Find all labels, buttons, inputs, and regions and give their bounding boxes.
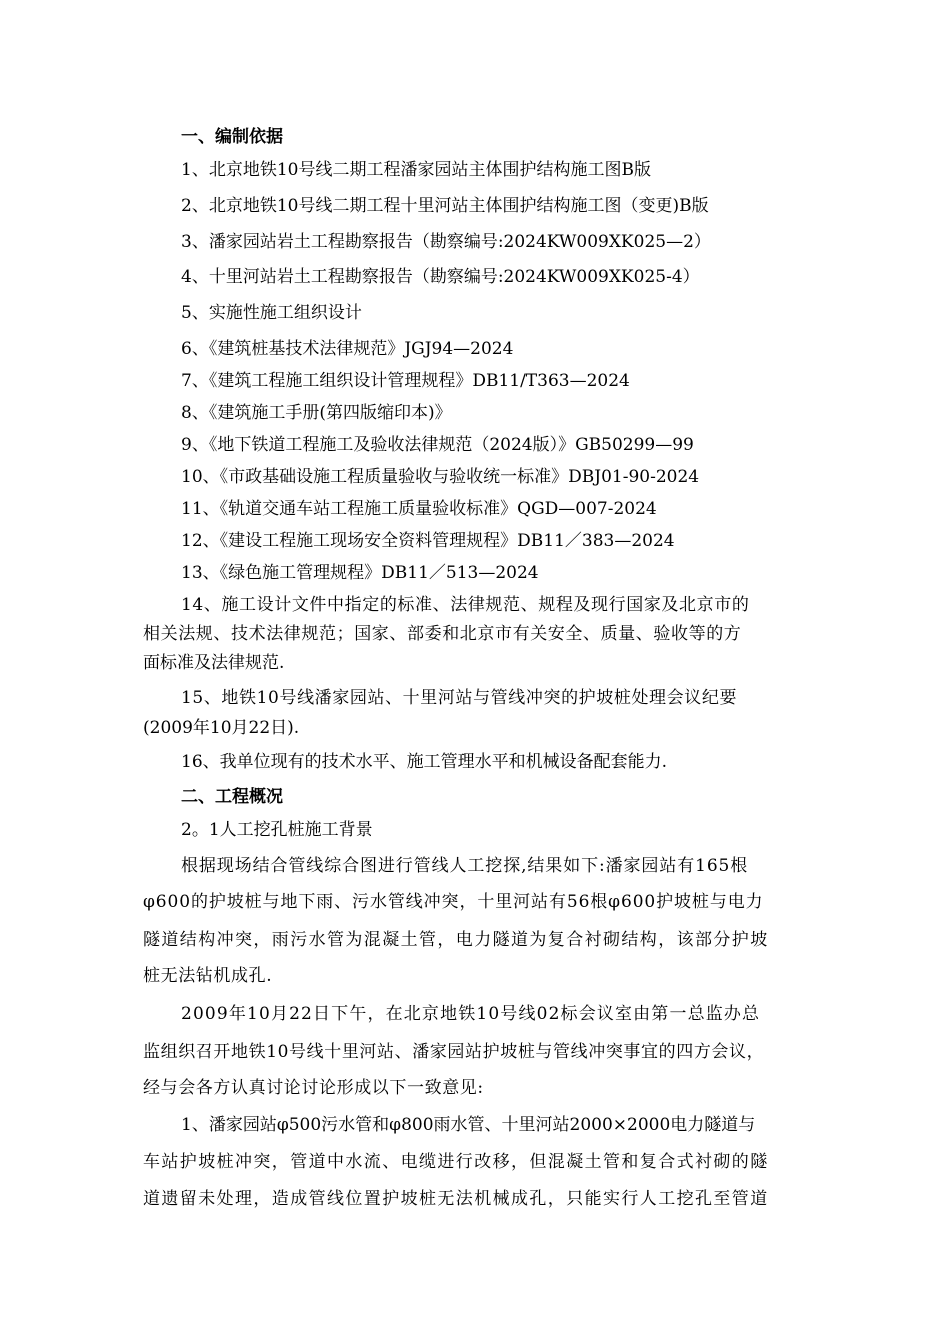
paragraph-1-line-4: 桩无法钻机成孔. (143, 966, 273, 986)
basis-item-4: 4、十里河站岩土工程勘察报告（勘察编号:2024KW009XK025-4） (181, 267, 700, 287)
paragraph-2-line-2: 监组织召开地铁10号线十里河站、潘家园站护坡桩与管线冲突事宜的四方会议， (143, 1042, 765, 1062)
paragraph-3-line-1: 1、潘家园站φ500污水管和φ800雨水管、十里河站2000×2000电力隧道与 (181, 1115, 756, 1135)
basis-item-9: 9、《地下铁道工程施工及验收法律规范（2024版）》GB50299—99 (181, 435, 694, 455)
basis-item-8: 8、《建筑施工手册(第四版缩印本)》 (181, 403, 452, 423)
basis-item-14-line-2: 相关法规、技术法律规范；国家、部委和北京市有关安全、质量、验收等的方 (143, 624, 742, 644)
paragraph-3-line-3: 道遗留未处理，造成管线位置护坡桩无法机械成孔，只能实行人工挖孔至管道 (143, 1189, 769, 1209)
basis-item-12: 12、《建设工程施工现场安全资料管理规程》DB11／383—2024 (181, 531, 675, 551)
paragraph-2-line-1: 2009年10月22日下午，在北京地铁10号线02标会议室由第一总监办总 (181, 1004, 761, 1024)
paragraph-2-line-3: 经与会各方认真讨论讨论形成以下一致意见: (143, 1078, 484, 1098)
basis-item-13: 13、《绿色施工管理规程》DB11／513—2024 (181, 563, 539, 583)
basis-item-1: 1、北京地铁10号线二期工程潘家园站主体围护结构施工图B版 (181, 160, 651, 180)
basis-item-15-line-1: 15、地铁10号线潘家园站、十里河站与管线冲突的护坡桩处理会议纪要 (181, 688, 738, 708)
section-heading-basis: 一、编制依据 (181, 127, 283, 147)
basis-item-3: 3、潘家园站岩土工程勘察报告（勘察编号:2024KW009XK025—2） (181, 232, 711, 252)
paragraph-3-line-2: 车站护坡桩冲突，管道中水流、电缆进行改移，但混凝土管和复合式衬砌的隧 (143, 1152, 769, 1172)
basis-item-2: 2、北京地铁10号线二期工程十里河站主体围护结构施工图（变更)B版 (181, 196, 709, 216)
section-heading-overview: 二、工程概况 (181, 787, 283, 807)
basis-item-14-line-3: 面标准及法律规范. (143, 653, 285, 673)
paragraph-1-line-3: 隧道结构冲突，雨污水管为混凝土管，电力隧道为复合衬砌结构，该部分护坡 (143, 930, 769, 950)
basis-item-14-line-1: 14、施工设计文件中指定的标准、法律规范、规程及现行国家及北京市的 (181, 595, 750, 615)
basis-item-11: 11、《轨道交通车站工程施工质量验收标准》QGD—007-2024 (181, 499, 657, 519)
basis-item-7: 7、《建筑工程施工组织设计管理规程》DB11/T363—2024 (181, 371, 630, 391)
basis-item-10: 10、《市政基础设施工程质量验收与验收统一标准》DBJ01-90-2024 (181, 467, 700, 487)
basis-item-16: 16、我单位现有的技术水平、施工管理水平和机械设备配套能力. (181, 752, 668, 772)
paragraph-1-line-1: 根据现场结合管线综合图进行管线人工挖探,结果如下:潘家园站有165根 (181, 856, 749, 876)
basis-item-5: 5、实施性施工组织设计 (181, 303, 362, 323)
subsection-heading-background: 2。1人工挖孔桩施工背景 (181, 820, 373, 840)
paragraph-1-line-2: φ600的护坡桩与地下雨、污水管线冲突，十里河站有56根φ600护坡桩与电力 (143, 892, 764, 912)
basis-item-15-line-2: (2009年10月22日). (143, 718, 300, 738)
basis-item-6: 6、《建筑桩基技术法律规范》JGJ94—2024 (181, 339, 514, 359)
